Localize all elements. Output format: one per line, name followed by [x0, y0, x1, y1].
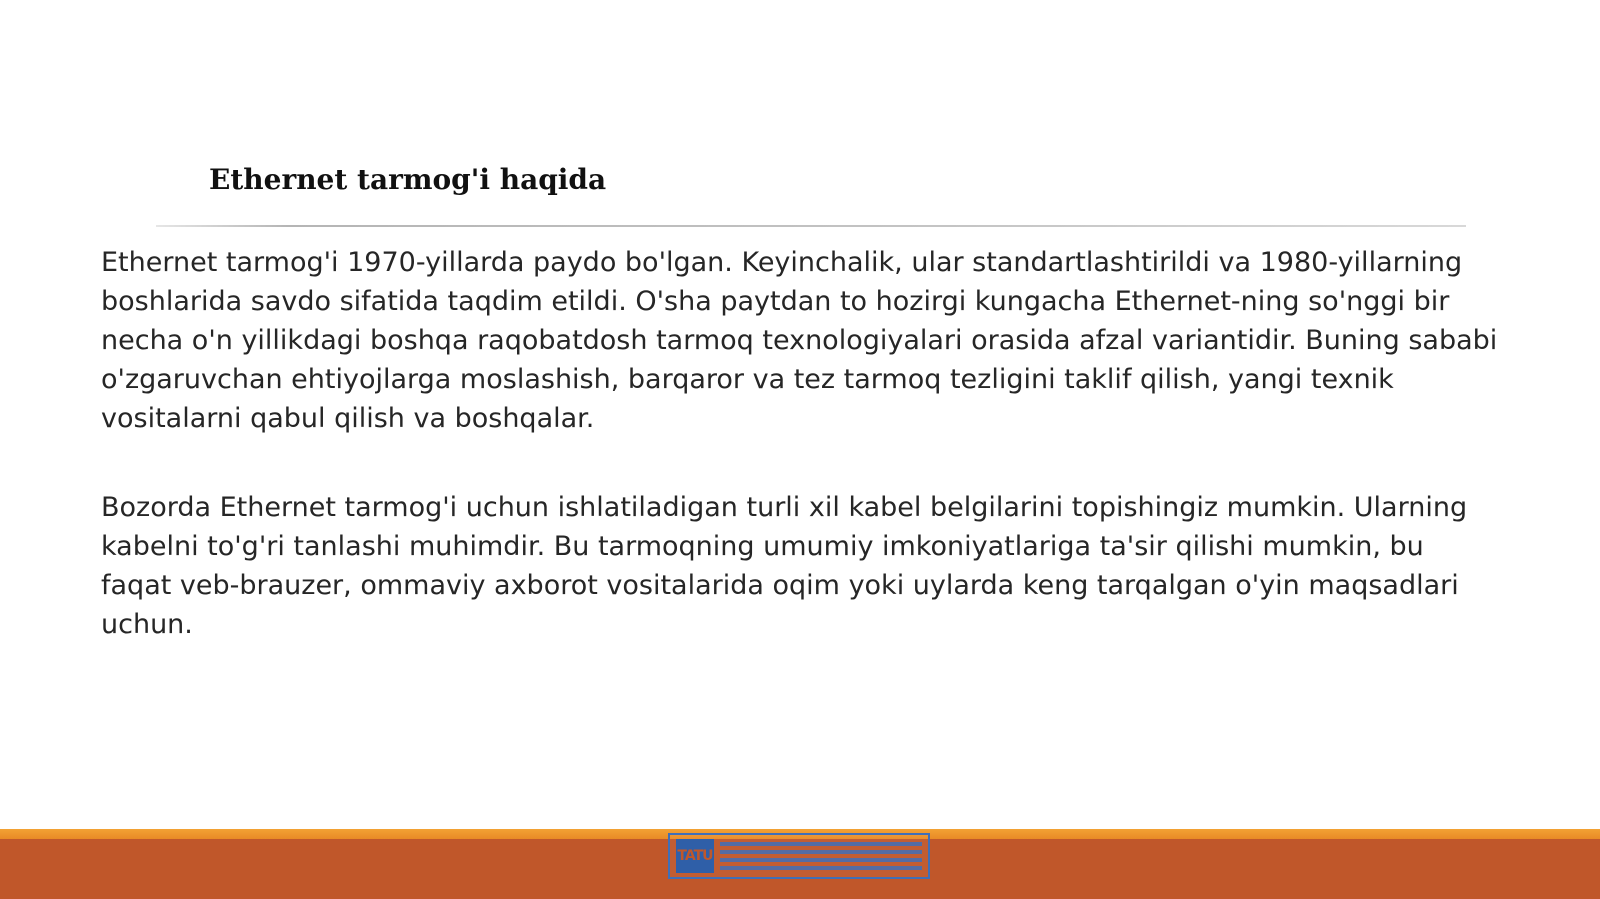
logo-text-lines: [720, 842, 922, 870]
paragraph-1: Ethernet tarmog'i 1970-yillarda paydo bo'lgan. Keyinchalik, ular standartlashtirildi va 1980-yillarning boshlarida savdo sifatida taqdim etildi. O'sha paytdan to hozirgi kungacha Ethernet-ning so'nggi bir necha o'n yillikdagi boshqa raqobatdosh tarmoq texnologiyalari orasida afzal variantidir. Buning sababi o'zgaruvchan ehtiyojlarga moslashish, barqaror va tez tarmoq tezligini taklif qilish, yangi texnik vositalarni qabul qilish va boshqalar.: [101, 247, 1498, 434]
logo-mark-icon: TATU: [676, 839, 714, 873]
slide-title: Ethernet tarmog'i haqida: [209, 163, 607, 196]
title-divider: [156, 225, 1466, 227]
slide-body: [101, 243, 1501, 644]
institution-logo-icon: [668, 833, 930, 879]
paragraph-2: Bozorda Ethernet tarmog'i uchun ishlatiladigan turli xil kabel belgilarini topishingiz mumkin. Ularning kabelni to'g'ri tanlashi muhimdir. Bu tarmoqning umumiy imkoniyatlariga ta'sir qilishi mumkin, bu faqat veb-brauzer, ommaviy axborot vositalarida oqim yoki uylarda keng tarqalgan o'yin maqsadlari uchun.: [101, 492, 1468, 640]
